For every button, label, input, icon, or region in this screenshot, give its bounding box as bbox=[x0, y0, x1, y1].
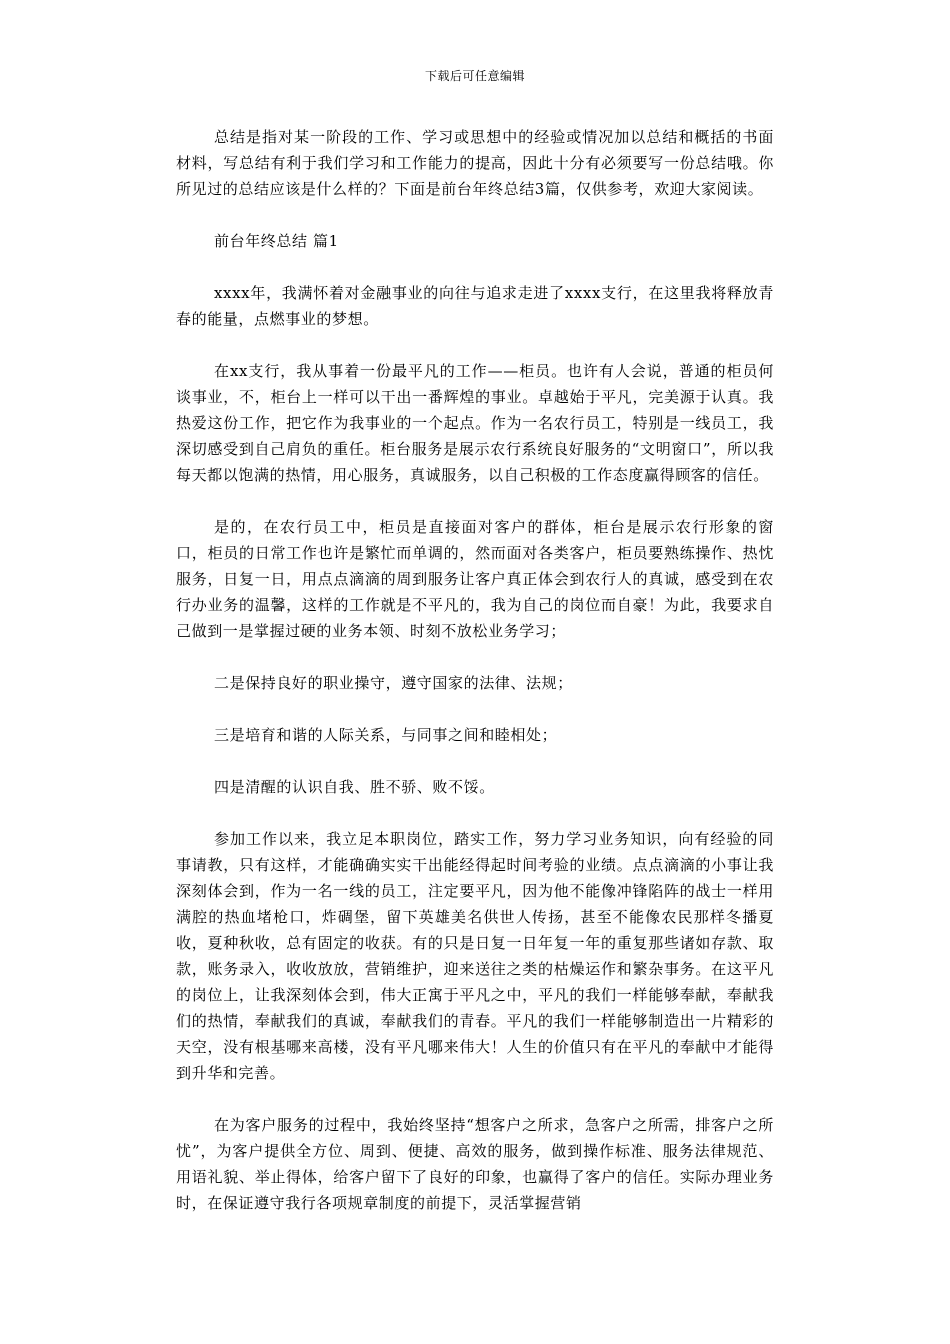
intro-paragraph: 总结是指对某一阶段的工作、学习或思想中的经验或情况加以总结和概括的书面材料，写总结有利于我们学习和工作能力的提高，因此十分有必须要写一份总结哦。你所见过的总结应该是什么样的？下面是前台年终总结3篇，仅供参考，欢迎大家阅读。 bbox=[176, 128, 774, 198]
body-paragraph: 是的，在农行员工中，柜员是直接面对客户的群体，柜台是展示农行形象的窗口，柜员的日常工作也许是繁忙而单调的，然而面对各类客户，柜员要熟练操作、热忱服务，日复一日，用点点滴滴的周到服务让客户真正体会到农行人的真诚，感受到在农行办业务的温馨，这样的工作就是不平凡的，我为自己的岗位而自豪！为此，我要求自己做到一是掌握过硬的业务本领、时刻不放松业务学习； bbox=[176, 518, 774, 640]
document-body bbox=[176, 124, 774, 1242]
body-paragraph: 三是培育和谐的人际关系，与同事之间和睦相处； bbox=[214, 726, 558, 744]
body-paragraph: 在xx支行，我从事着一份最平凡的工作——柜员。也许有人会说，普通的柜员何谈事业，不，柜台上一样可以干出一番辉煌的事业。卓越始于平凡，完美源于认真。我热爱这份工作，把它作为我事业的一个起点。作为一名农行员工，特别是一线员工，我深切感受到自己肩负的重任。柜台服务是展示农行系统良好服务的“文明窗口”，所以我每天都以饱满的热情，用心服务，真诚服务，以自己积极的工作态度赢得顾客的信任。 bbox=[176, 362, 774, 484]
body-paragraph: 在为客户服务的过程中，我始终坚持“想客户之所求，急客户之所需，排客户之所忧”，为客户提供全方位、周到、便捷、高效的服务，做到操作标准、服务法律规范、用语礼貌、举止得体，给客户留下了良好的印象，也赢得了客户的信任。实际办理业务时，在保证遵守我行各项规章制度的前提下，灵活掌握营销 bbox=[176, 1116, 774, 1212]
body-paragraph: 参加工作以来，我立足本职岗位，踏实工作，努力学习业务知识，向有经验的同事请教，只有这样，才能确确实实干出能经得起时间考验的业绩。点点滴滴的小事让我深刻体会到，作为一名一线的员工，注定要平凡，因为他不能像冲锋陷阵的战士一样用满腔的热血堵枪口，炸碉堡，留下英雄美名供世人传扬，甚至不能像农民那样冬播夏收，夏种秋收，总有固定的收获。有的只是日复一日年复一年的重复那些诸如存款、取款，账务录入，收收放放，营销维护，迎来送往之类的枯燥运作和繁杂事务。在这平凡的岗位上，让我深刻体会到，伟大正寓于平凡之中，平凡的我们一样能够奉献，奉献我们的热情，奉献我们的真诚，奉献我们的青春。平凡的我们一样能够制造出一片精彩的天空，没有根基哪来高楼，没有平凡哪来伟大！人生的价值只有在平凡的奉献中才能得到升华和完善。 bbox=[176, 830, 774, 1082]
body-paragraph: xxxx年，我满怀着对金融事业的向往与追求走进了xxxx支行，在这里我将释放青春的能量，点燃事业的梦想。 bbox=[176, 284, 774, 328]
download-note: 下载后可任意编辑 bbox=[424, 69, 525, 83]
section-title: 前台年终总结 篇1 bbox=[214, 232, 339, 250]
body-paragraph: 二是保持良好的职业操守，遵守国家的法律、法规； bbox=[214, 674, 573, 692]
body-paragraph: 四是清醒的认识自我、胜不骄、败不馁。 bbox=[214, 778, 495, 796]
